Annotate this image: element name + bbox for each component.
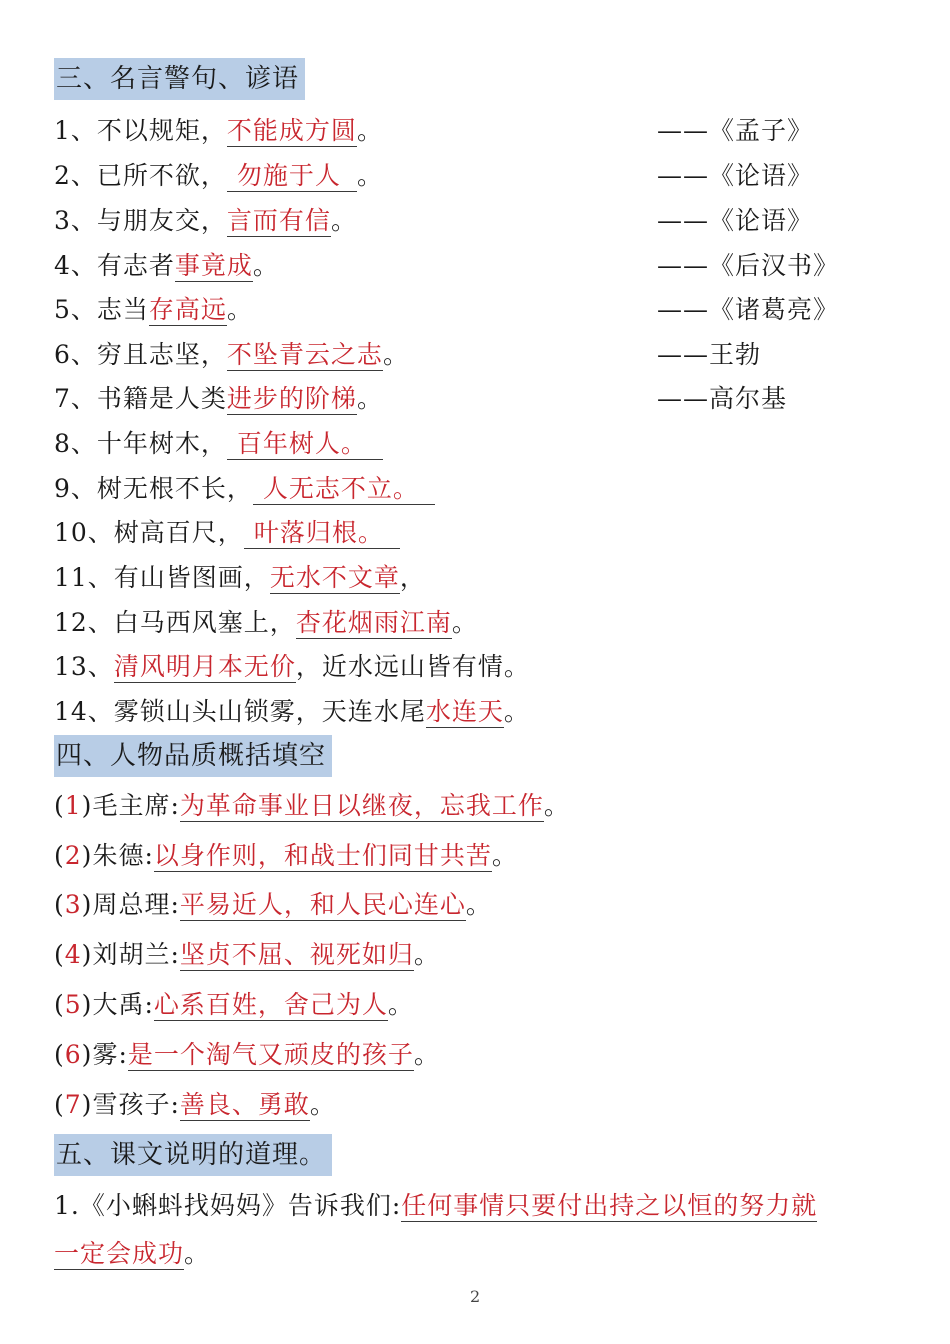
trait-row: (3)周总理:平易近人，和人民心连心。 (54, 890, 492, 919)
quote-row (54, 203, 357, 239)
trait-person: 毛主席: (92, 791, 180, 820)
section-heading-character-traits: 四、人物品质概括填空 (54, 735, 332, 777)
quote-punct: 。 (356, 161, 383, 190)
quote-row (54, 471, 435, 507)
quote-source: ——《孟子》 (657, 116, 814, 145)
quote-punct: ，近水远山皆有情。 (295, 652, 530, 681)
quote-row (54, 113, 383, 149)
lesson-punct: 。 (184, 1239, 211, 1268)
trait-number: 5 (64, 990, 82, 1019)
quote-row (54, 694, 530, 730)
quote-row (54, 381, 383, 417)
quote-row (54, 515, 400, 551)
quote-prompt: 1、不以规矩， (54, 116, 227, 145)
trait-row: (6)雾:是一个淘气又顽皮的孩子。 (54, 1040, 440, 1069)
quote-answer: 百年树人。 (227, 429, 383, 460)
trait-punct: 。 (387, 990, 414, 1019)
quote-punct: 。 (503, 697, 530, 726)
quote-answer: 存高远 (148, 295, 227, 324)
quote-answer: 水连天 (425, 697, 504, 726)
quote-row (54, 649, 530, 685)
quote-prompt: 2、已所不欲， (54, 161, 227, 190)
trait-person: 朱德: (92, 841, 154, 870)
quote-row (54, 158, 383, 194)
trait-number: 2 (64, 841, 82, 870)
trait-answer: 坚贞不屈、视死如归 (179, 940, 414, 969)
trait-row: (5)大禹:心系百姓，舍己为人。 (54, 990, 414, 1019)
trait-person: 雪孩子: (92, 1090, 180, 1119)
trait-row: (7)雪孩子:善良、勇敢。 (54, 1090, 336, 1119)
lesson-answer: 任何事情只要付出持之以恒的努力就 (401, 1191, 818, 1220)
quote-row (54, 426, 383, 462)
trait-punct: 。 (491, 841, 518, 870)
quote-answer: 不能成方圆 (226, 116, 357, 145)
trait-punct: 。 (465, 890, 492, 919)
trait-row: (4)刘胡兰:坚贞不屈、视死如归。 (54, 940, 440, 969)
quote-answer: 无水不文章 (269, 563, 400, 592)
quote-row (54, 560, 426, 596)
quote-prompt: 7、书籍是人类 (54, 384, 227, 413)
trait-number: 3 (64, 890, 82, 919)
trait-answer: 平易近人，和人民心连心 (179, 890, 466, 919)
quote-answer: 事竟成 (174, 251, 253, 280)
trait-answer: 为革命事业日以继夜，忘我工作 (179, 791, 544, 820)
trait-person: 雾: (92, 1040, 128, 1069)
trait-person: 大禹: (92, 990, 154, 1019)
quote-prompt: 3、与朋友交， (54, 206, 227, 235)
quote-prompt: 6、穷且志坚， (54, 340, 227, 369)
trait-answer: 以身作则，和战士们同甘共苦 (153, 841, 492, 870)
quote-prompt: 10、树高百尺， (54, 518, 244, 547)
quote-answer: 勿施于人 (227, 161, 357, 192)
quote-answer: 进步的阶梯 (226, 384, 357, 413)
lesson-answer: 一定会成功 (54, 1239, 185, 1268)
trait-row: (1)毛主席:为革命事业日以继夜，忘我工作。 (54, 791, 570, 820)
quote-prompt: 5、志当 (54, 295, 149, 324)
quote-source: ——《后汉书》 (657, 251, 840, 280)
quote-answer: 人无志不立。 (253, 474, 435, 505)
quote-prompt: 4、有志者 (54, 251, 175, 280)
quote-prompt: 8、十年树木， (54, 429, 227, 458)
quote-row (54, 337, 409, 373)
quote-source: ——王勃 (657, 340, 762, 369)
trait-punct: 。 (413, 1040, 440, 1069)
page-number: 2 (470, 1287, 481, 1306)
quote-prompt: 11、有山皆图画， (54, 563, 270, 592)
trait-answer: 善良、勇敢 (179, 1090, 310, 1119)
quote-punct: 。 (226, 295, 253, 324)
trait-number: 6 (64, 1040, 82, 1069)
quote-punct: 。 (330, 206, 357, 235)
quote-answer: 杏花烟雨江南 (295, 608, 452, 637)
quote-punct: 。 (356, 116, 383, 145)
trait-punct: 。 (543, 791, 570, 820)
trait-answer: 心系百姓，舍己为人 (153, 990, 388, 1019)
lesson-prompt: 1.《小蝌蚪找妈妈》告诉我们: (54, 1191, 402, 1220)
quote-prompt: 13、 (54, 652, 114, 681)
trait-answer: 是一个淘气又顽皮的孩子 (127, 1040, 414, 1069)
quote-answer: 叶落归根。 (244, 518, 400, 549)
trait-number: 7 (64, 1090, 82, 1119)
trait-row: (2)朱德:以身作则，和战士们同甘共苦。 (54, 841, 518, 870)
quote-prompt: 14、雾锁山头山锁雾，天连水尾 (54, 697, 426, 726)
trait-person: 周总理: (92, 890, 180, 919)
trait-number: 4 (64, 940, 82, 969)
quote-prompt: 12、白马西风塞上， (54, 608, 296, 637)
quote-punct: 。 (356, 384, 383, 413)
trait-person: 刘胡兰: (92, 940, 180, 969)
quote-prompt: 9、树无根不长， (54, 474, 253, 503)
trait-punct: 。 (413, 940, 440, 969)
quote-punct: 。 (252, 251, 279, 280)
section-heading-lesson-morals: 五、课文说明的道理。 (54, 1134, 332, 1176)
quote-source: ——《论语》 (657, 161, 814, 190)
quote-punct: 。 (382, 340, 409, 369)
quote-punct: 。 (451, 608, 478, 637)
quote-row (54, 248, 279, 284)
quote-source: ——《诸葛亮》 (657, 295, 840, 324)
trait-punct: 。 (309, 1090, 336, 1119)
quote-source: ——高尔基 (657, 384, 788, 413)
quote-source: ——《论语》 (657, 206, 814, 235)
quote-answer: 清风明月本无价 (113, 652, 296, 681)
section-heading-quotes: 三、名言警句、谚语 (54, 58, 305, 100)
quote-punct: ， (399, 563, 426, 592)
quote-row (54, 292, 253, 328)
trait-number: 1 (64, 791, 82, 820)
quote-answer: 不坠青云之志 (226, 340, 383, 369)
quote-answer: 言而有信 (226, 206, 331, 235)
quote-row (54, 605, 478, 641)
lesson-paragraph (54, 1182, 904, 1278)
